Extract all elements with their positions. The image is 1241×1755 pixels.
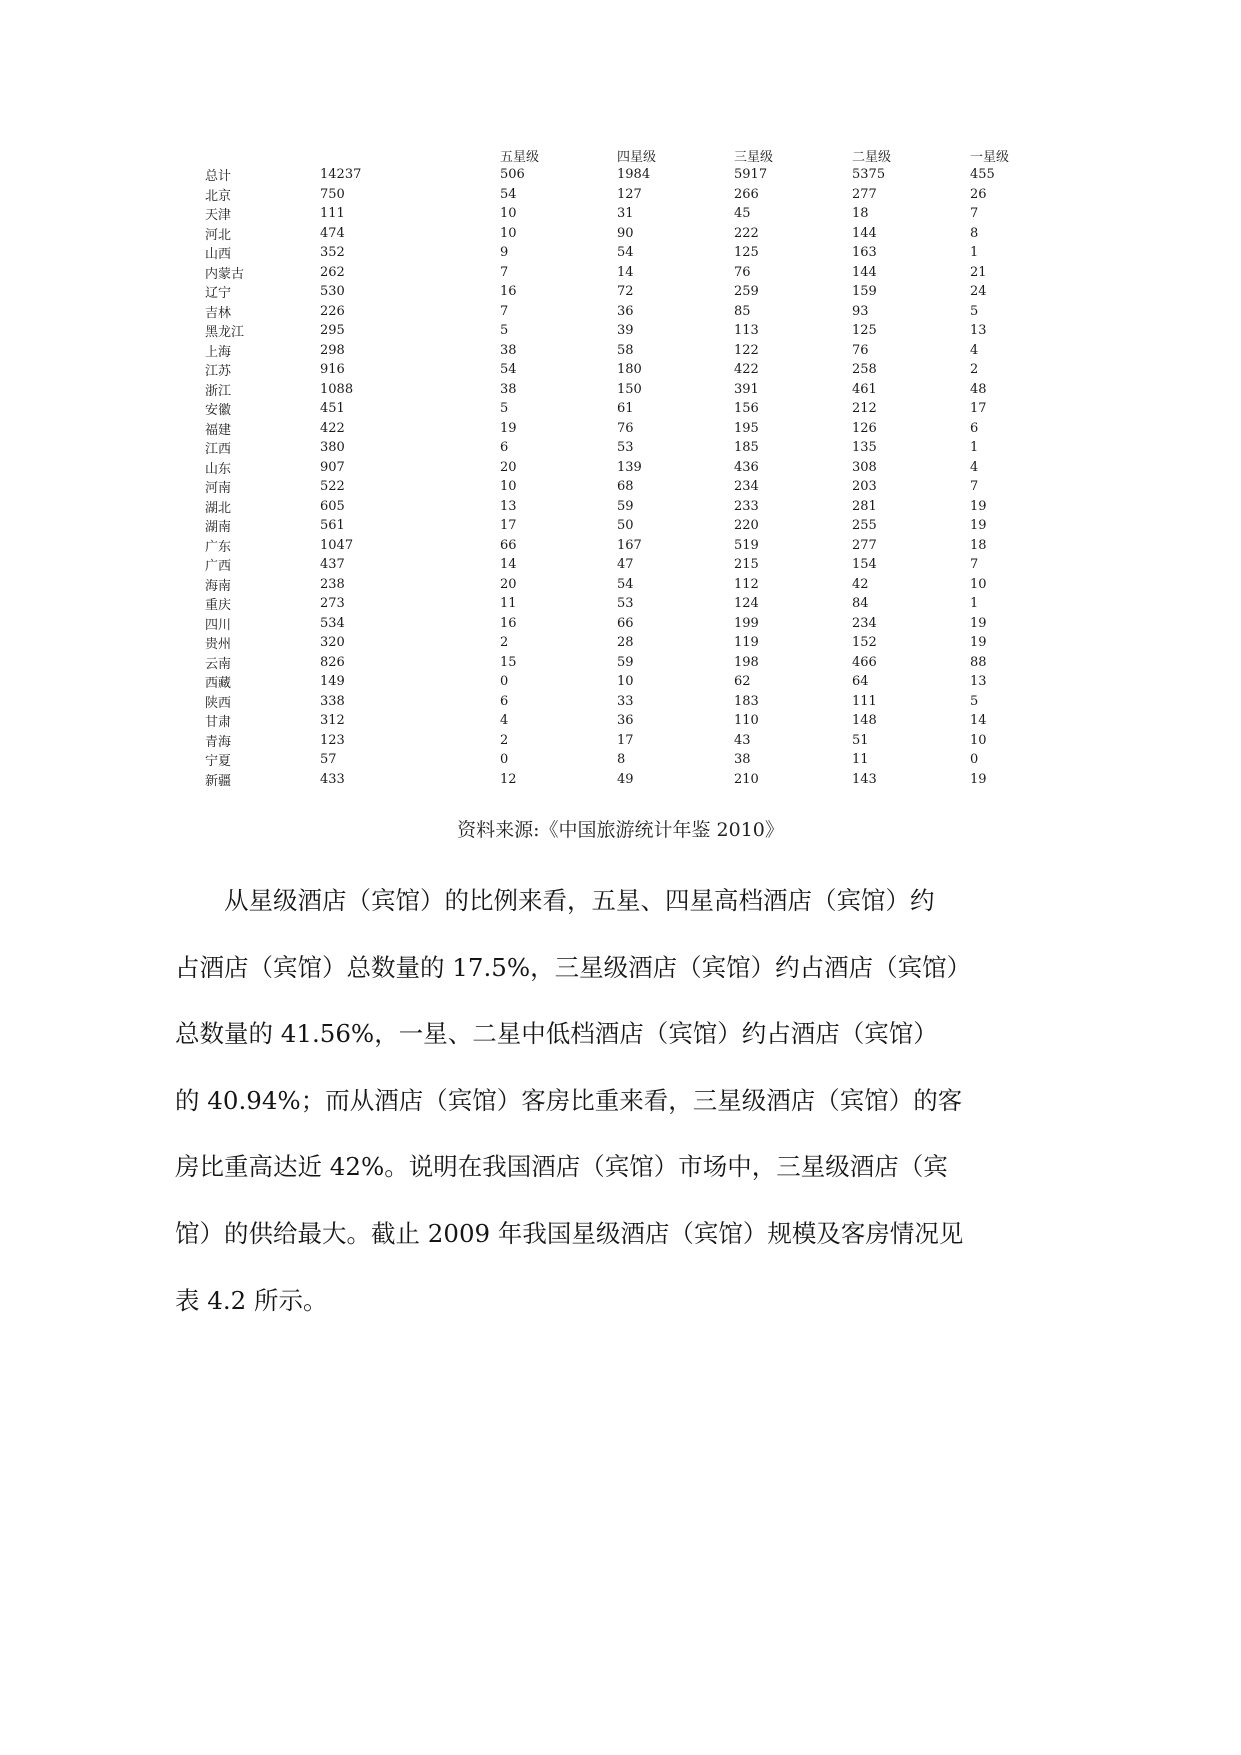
table-row	[205, 204, 1050, 224]
cell-five-star: 7	[500, 264, 509, 280]
cell-one-star: 5	[970, 693, 979, 709]
cell-total: 522	[320, 479, 345, 495]
cell-one-star: 1	[970, 440, 979, 456]
cell-five-star: 15	[500, 654, 517, 670]
cell-region: 江苏	[205, 364, 232, 380]
cell-two-star: 64	[852, 674, 869, 690]
cell-three-star: 391	[734, 381, 759, 397]
cell-five-star: 7	[500, 303, 509, 319]
cell-four-star: 1984	[617, 167, 651, 183]
cell-five-star: 2	[500, 732, 509, 748]
cell-total: 433	[320, 771, 345, 787]
header-one-star: 一星级	[970, 149, 1010, 165]
cell-region: 广西	[205, 559, 232, 575]
table-row	[205, 360, 1050, 380]
cell-two-star: 11	[852, 752, 869, 768]
cell-one-star: 8	[970, 225, 979, 241]
cell-four-star: 72	[617, 284, 634, 300]
cell-region: 安徽	[205, 403, 232, 419]
table-row	[205, 341, 1050, 361]
paragraph-line: 馆）的供给最大。截止 2009 年我国星级酒店（宾馆）规模及客房情况见	[175, 1218, 964, 1248]
cell-two-star: 154	[852, 557, 877, 573]
cell-three-star: 519	[734, 537, 759, 553]
cell-total: 750	[320, 186, 345, 202]
cell-two-star: 159	[852, 284, 877, 300]
cell-four-star: 61	[617, 401, 634, 417]
cell-three-star: 234	[734, 479, 759, 495]
cell-two-star: 93	[852, 303, 869, 319]
cell-five-star: 16	[500, 284, 517, 300]
cell-two-star: 212	[852, 401, 877, 417]
cell-two-star: 84	[852, 596, 869, 612]
cell-one-star: 19	[970, 771, 987, 787]
cell-two-star: 281	[852, 498, 877, 514]
cell-three-star: 43	[734, 732, 751, 748]
table-body	[205, 165, 1050, 789]
hotel-statistics-table	[205, 145, 1050, 789]
cell-three-star: 195	[734, 420, 759, 436]
cell-one-star: 19	[970, 518, 987, 534]
cell-total: 149	[320, 674, 345, 690]
cell-two-star: 258	[852, 362, 877, 378]
cell-two-star: 461	[852, 381, 877, 397]
cell-four-star: 39	[617, 323, 634, 339]
cell-region: 辽宁	[205, 286, 232, 302]
cell-three-star: 119	[734, 635, 759, 651]
cell-region: 河南	[205, 481, 232, 497]
cell-region: 天津	[205, 208, 232, 224]
cell-one-star: 0	[970, 752, 979, 768]
cell-total: 1047	[320, 537, 354, 553]
cell-region: 甘肃	[205, 715, 232, 731]
cell-three-star: 220	[734, 518, 759, 534]
cell-three-star: 38	[734, 752, 751, 768]
cell-region: 北京	[205, 188, 232, 204]
cell-total: 123	[320, 732, 345, 748]
cell-three-star: 185	[734, 440, 759, 456]
cell-three-star: 233	[734, 498, 759, 514]
table-row	[205, 302, 1050, 322]
cell-one-star: 7	[970, 557, 979, 573]
cell-three-star: 422	[734, 362, 759, 378]
cell-four-star: 59	[617, 498, 634, 514]
table-row	[205, 516, 1050, 536]
cell-total: 826	[320, 654, 345, 670]
source-note: 资料来源:《中国旅游统计年鉴 2010》	[457, 819, 784, 841]
cell-three-star: 156	[734, 401, 759, 417]
cell-region: 广东	[205, 539, 232, 555]
cell-two-star: 18	[852, 206, 869, 222]
cell-one-star: 24	[970, 284, 987, 300]
cell-four-star: 14	[617, 264, 634, 280]
table-header-row	[205, 145, 1050, 165]
cell-four-star: 68	[617, 479, 634, 495]
cell-one-star: 4	[970, 342, 979, 358]
cell-one-star: 13	[970, 674, 987, 690]
cell-two-star: 163	[852, 245, 877, 261]
cell-one-star: 2	[970, 362, 979, 378]
cell-region: 福建	[205, 422, 232, 438]
table-row	[205, 770, 1050, 790]
table-row	[205, 477, 1050, 497]
cell-four-star: 33	[617, 693, 634, 709]
cell-three-star: 62	[734, 674, 751, 690]
cell-region: 河北	[205, 227, 232, 243]
cell-two-star: 203	[852, 479, 877, 495]
cell-total: 352	[320, 245, 345, 261]
cell-five-star: 54	[500, 186, 517, 202]
cell-two-star: 234	[852, 615, 877, 631]
table-row	[205, 438, 1050, 458]
table-row	[205, 399, 1050, 419]
cell-one-star: 10	[970, 576, 987, 592]
cell-one-star: 48	[970, 381, 987, 397]
table-row	[205, 555, 1050, 575]
table-row	[205, 536, 1050, 556]
cell-five-star: 506	[500, 167, 525, 183]
cell-four-star: 36	[617, 713, 634, 729]
cell-five-star: 0	[500, 752, 509, 768]
table-row	[205, 653, 1050, 673]
header-four-star: 四星级	[617, 149, 657, 165]
cell-region: 西藏	[205, 676, 232, 692]
cell-total: 273	[320, 596, 345, 612]
cell-two-star: 152	[852, 635, 877, 651]
table-row	[205, 614, 1050, 634]
cell-two-star: 42	[852, 576, 869, 592]
cell-total: 474	[320, 225, 345, 241]
table-row	[205, 750, 1050, 770]
table-row	[205, 575, 1050, 595]
cell-five-star: 9	[500, 245, 509, 261]
cell-three-star: 210	[734, 771, 759, 787]
cell-one-star: 455	[970, 167, 995, 183]
cell-two-star: 135	[852, 440, 877, 456]
cell-total: 320	[320, 635, 345, 651]
cell-one-star: 14	[970, 713, 987, 729]
cell-four-star: 90	[617, 225, 634, 241]
cell-four-star: 50	[617, 518, 634, 534]
cell-one-star: 17	[970, 401, 987, 417]
table-row	[205, 458, 1050, 478]
cell-five-star: 54	[500, 362, 517, 378]
table-row	[205, 185, 1050, 205]
cell-total: 312	[320, 713, 345, 729]
cell-five-star: 13	[500, 498, 517, 514]
paragraph-line: 的 40.94%；而从酒店（宾馆）客房比重来看，三星级酒店（宾馆）的客	[175, 1085, 963, 1115]
cell-four-star: 180	[617, 362, 642, 378]
table-row	[205, 711, 1050, 731]
cell-two-star: 143	[852, 771, 877, 787]
cell-five-star: 17	[500, 518, 517, 534]
cell-five-star: 10	[500, 479, 517, 495]
cell-one-star: 10	[970, 732, 987, 748]
cell-two-star: 277	[852, 537, 877, 553]
cell-five-star: 10	[500, 225, 517, 241]
cell-two-star: 126	[852, 420, 877, 436]
cell-two-star: 144	[852, 225, 877, 241]
cell-five-star: 16	[500, 615, 517, 631]
cell-region: 陕西	[205, 695, 232, 711]
header-total	[320, 145, 500, 165]
table-row	[205, 419, 1050, 439]
table-row	[205, 224, 1050, 244]
cell-total: 238	[320, 576, 345, 592]
cell-total: 451	[320, 401, 345, 417]
cell-three-star: 266	[734, 186, 759, 202]
cell-total: 422	[320, 420, 345, 436]
cell-total: 14237	[320, 167, 362, 183]
cell-two-star: 277	[852, 186, 877, 202]
cell-one-star: 7	[970, 206, 979, 222]
cell-three-star: 436	[734, 459, 759, 475]
cell-one-star: 1	[970, 245, 979, 261]
cell-one-star: 19	[970, 498, 987, 514]
cell-five-star: 19	[500, 420, 517, 436]
cell-two-star: 255	[852, 518, 877, 534]
cell-one-star: 19	[970, 615, 987, 631]
cell-three-star: 125	[734, 245, 759, 261]
cell-five-star: 20	[500, 459, 517, 475]
cell-region: 海南	[205, 578, 232, 594]
cell-five-star: 0	[500, 674, 509, 690]
cell-one-star: 21	[970, 264, 987, 280]
cell-four-star: 8	[617, 752, 626, 768]
cell-five-star: 10	[500, 206, 517, 222]
cell-total: 1088	[320, 381, 354, 397]
cell-two-star: 466	[852, 654, 877, 670]
paragraph-line: 房比重高达近 42%。说明在我国酒店（宾馆）市场中，三星级酒店（宾	[175, 1152, 948, 1182]
cell-three-star: 112	[734, 576, 759, 592]
paragraph-line: 总数量的 41.56%，一星、二星中低档酒店（宾馆）约占酒店（宾馆）	[175, 1019, 938, 1049]
cell-four-star: 76	[617, 420, 634, 436]
cell-total: 295	[320, 323, 345, 339]
paragraph-line: 从星级酒店（宾馆）的比例来看，五星、四星高档酒店（宾馆）约	[224, 886, 935, 915]
cell-one-star: 88	[970, 654, 987, 670]
cell-three-star: 76	[734, 264, 751, 280]
cell-two-star: 51	[852, 732, 869, 748]
cell-five-star: 6	[500, 440, 509, 456]
cell-four-star: 53	[617, 440, 634, 456]
cell-region: 青海	[205, 734, 232, 750]
cell-five-star: 12	[500, 771, 517, 787]
table-row	[205, 672, 1050, 692]
cell-four-star: 54	[617, 245, 634, 261]
cell-two-star: 111	[852, 693, 877, 709]
cell-four-star: 139	[617, 459, 642, 475]
cell-three-star: 122	[734, 342, 759, 358]
cell-five-star: 66	[500, 537, 517, 553]
cell-three-star: 124	[734, 596, 759, 612]
cell-total: 561	[320, 518, 345, 534]
cell-region: 吉林	[205, 305, 232, 321]
cell-four-star: 10	[617, 674, 634, 690]
cell-region: 重庆	[205, 598, 232, 614]
cell-four-star: 31	[617, 206, 634, 222]
cell-two-star: 308	[852, 459, 877, 475]
cell-four-star: 17	[617, 732, 634, 748]
cell-four-star: 49	[617, 771, 634, 787]
cell-five-star: 38	[500, 342, 517, 358]
cell-two-star: 5375	[852, 167, 886, 183]
cell-two-star: 76	[852, 342, 869, 358]
cell-three-star: 215	[734, 557, 759, 573]
cell-region: 内蒙古	[205, 266, 245, 282]
cell-four-star: 47	[617, 557, 634, 573]
table-row	[205, 633, 1050, 653]
cell-four-star: 66	[617, 615, 634, 631]
table-row	[205, 731, 1050, 751]
cell-total: 437	[320, 557, 345, 573]
header-three-star: 三星级	[734, 149, 774, 165]
cell-total: 57	[320, 752, 337, 768]
cell-region: 山东	[205, 461, 232, 477]
cell-total: 534	[320, 615, 345, 631]
cell-five-star: 5	[500, 323, 509, 339]
cell-four-star: 53	[617, 596, 634, 612]
cell-one-star: 1	[970, 596, 979, 612]
cell-three-star: 85	[734, 303, 751, 319]
cell-three-star: 259	[734, 284, 759, 300]
cell-total: 380	[320, 440, 345, 456]
paragraph-line: 占酒店（宾馆）总数量的 17.5%，三星级酒店（宾馆）约占酒店（宾馆）	[175, 952, 972, 982]
cell-three-star: 5917	[734, 167, 768, 183]
table-row	[205, 380, 1050, 400]
cell-five-star: 6	[500, 693, 509, 709]
table-row	[205, 165, 1050, 185]
cell-region: 江西	[205, 442, 232, 458]
cell-one-star: 6	[970, 420, 979, 436]
table-row	[205, 594, 1050, 614]
cell-total: 111	[320, 206, 345, 222]
cell-five-star: 2	[500, 635, 509, 651]
cell-total: 226	[320, 303, 345, 319]
cell-two-star: 144	[852, 264, 877, 280]
cell-two-star: 148	[852, 713, 877, 729]
cell-three-star: 183	[734, 693, 759, 709]
table-row	[205, 692, 1050, 712]
cell-two-star: 125	[852, 323, 877, 339]
cell-five-star: 4	[500, 713, 509, 729]
cell-one-star: 19	[970, 635, 987, 651]
cell-three-star: 45	[734, 206, 751, 222]
table-row	[205, 497, 1050, 517]
cell-five-star: 11	[500, 596, 517, 612]
cell-four-star: 127	[617, 186, 642, 202]
table-row	[205, 263, 1050, 283]
cell-total: 530	[320, 284, 345, 300]
cell-one-star: 13	[970, 323, 987, 339]
cell-five-star: 14	[500, 557, 517, 573]
header-two-star: 二星级	[852, 149, 892, 165]
cell-four-star: 58	[617, 342, 634, 358]
cell-total: 262	[320, 264, 345, 280]
table-row	[205, 243, 1050, 263]
cell-region: 湖北	[205, 500, 232, 516]
cell-one-star: 7	[970, 479, 979, 495]
header-five-star: 五星级	[500, 149, 540, 165]
cell-four-star: 54	[617, 576, 634, 592]
cell-four-star: 28	[617, 635, 634, 651]
cell-region: 四川	[205, 617, 232, 633]
cell-three-star: 222	[734, 225, 759, 241]
header-region	[205, 145, 320, 165]
cell-one-star: 4	[970, 459, 979, 475]
cell-total: 605	[320, 498, 345, 514]
cell-four-star: 167	[617, 537, 642, 553]
cell-three-star: 110	[734, 713, 759, 729]
cell-four-star: 59	[617, 654, 634, 670]
cell-region: 浙江	[205, 383, 232, 399]
table-row	[205, 321, 1050, 341]
cell-four-star: 150	[617, 381, 642, 397]
cell-five-star: 38	[500, 381, 517, 397]
cell-five-star: 20	[500, 576, 517, 592]
cell-region: 山西	[205, 247, 232, 263]
body-paragraph	[175, 868, 1087, 1334]
cell-total: 338	[320, 693, 345, 709]
cell-three-star: 113	[734, 323, 759, 339]
cell-region: 云南	[205, 656, 232, 672]
cell-three-star: 198	[734, 654, 759, 670]
cell-region: 上海	[205, 344, 232, 360]
cell-region: 新疆	[205, 773, 232, 789]
cell-region: 贵州	[205, 637, 232, 653]
cell-one-star: 18	[970, 537, 987, 553]
cell-total: 907	[320, 459, 345, 475]
cell-five-star: 5	[500, 401, 509, 417]
cell-region: 宁夏	[205, 754, 232, 770]
cell-region: 湖南	[205, 520, 232, 536]
table-row	[205, 282, 1050, 302]
cell-total: 916	[320, 362, 345, 378]
cell-total: 298	[320, 342, 345, 358]
cell-four-star: 36	[617, 303, 634, 319]
cell-region: 总计	[205, 169, 232, 185]
cell-three-star: 199	[734, 615, 759, 631]
cell-region: 黑龙江	[205, 325, 245, 341]
cell-one-star: 5	[970, 303, 979, 319]
cell-one-star: 26	[970, 186, 987, 202]
paragraph-line: 表 4.2 所示。	[175, 1285, 328, 1315]
